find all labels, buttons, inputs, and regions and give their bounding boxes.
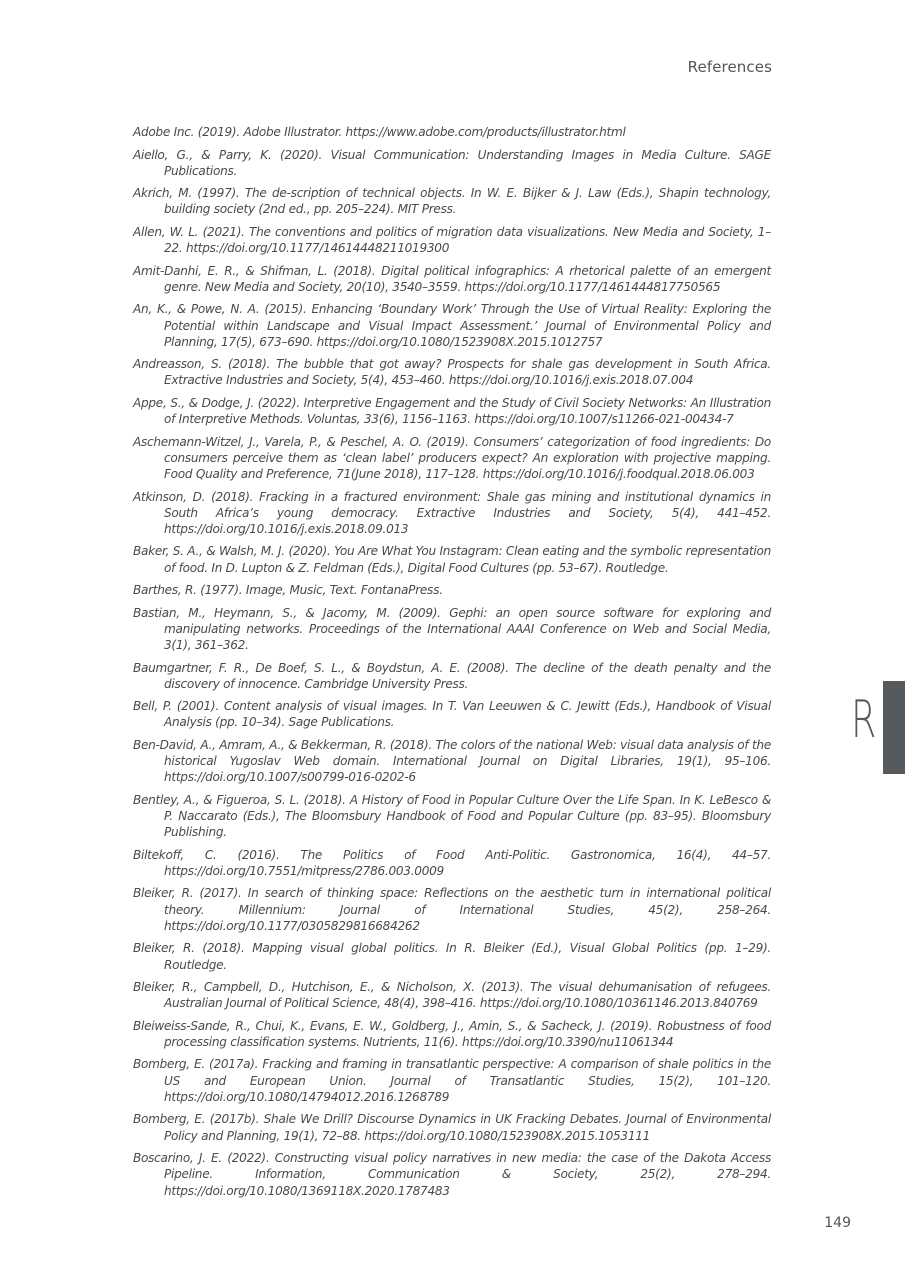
reference-entry: Aschemann-Witzel, J., Varela, P., & Peschel, A. O. (2019). Consumers’ categorization of food ingredients: Do consumers perceive them as ‘clean label’ producers expect? An exploration with projective mapping. Food Quality and Preference, 71(June 2018), 117–128. https://doi.org/10.1016/j.foodqual.2018.06.003 bbox=[133, 434, 771, 482]
reference-entry: Bleiker, R., Campbell, D., Hutchison, E., & Nicholson, X. (2013). The visual dehumanisation of refugees. Australian Journal of Political Science, 48(4), 398–416. https://doi.org/10.1080/10361146.2013.840769 bbox=[133, 980, 771, 1011]
page-number: 149 bbox=[824, 1215, 851, 1231]
reference-entry: Baumgartner, F. R., De Boef, S. L., & Boydstun, A. E. (2008). The decline of the death penalty and the discovery of innocence. Cambridge University Press. bbox=[133, 660, 771, 691]
reference-entry: Bleiweiss-Sande, R., Chui, K., Evans, E. W., Goldberg, J., Amin, S., & Sacheck, J. (2019). Robustness of food processing classification systems. Nutrients, 11(6). https://doi.org/10.3390/nu11061344 bbox=[133, 1018, 771, 1049]
reference-entry: Biltekoff, C. (2016). The Politics of Food Anti-Politic. Gastronomica, 16(4), 44–57. https://doi.org/10.7551/mitpress/2786.003.0009 bbox=[133, 847, 771, 878]
running-header: References bbox=[687, 58, 772, 76]
reference-entry: Akrich, M. (1997). The de-scription of technical objects. In W. E. Bijker & J. Law (Eds.), Shapin technology, building society (2nd ed., pp. 205–224). MIT Press. bbox=[133, 186, 771, 217]
reference-entry: An, K., & Powe, N. A. (2015). Enhancing ‘Boundary Work’ Through the Use of Virtual Reality: Exploring the Potential within Landscape and Visual Impact Assessment.’ Journal of Environmental Policy and Planning, 17(5), 673–690. https://doi.org/10.1080/1523908X.2015.1012757 bbox=[133, 302, 771, 349]
reference-entry: Bastian, M., Heymann, S., & Jacomy, M. (2009). Gephi: an open source software for exploring and manipulating networks. Proceedings of the International AAAI Conference on Web and Social Media, 3(1), 361–362. bbox=[133, 605, 771, 653]
reference-list bbox=[133, 124, 771, 1205]
section-tab-marker bbox=[883, 681, 905, 774]
reference-entry: Adobe Inc. (2019). Adobe Illustrator. https://www.adobe.com/products/illustrator.html bbox=[133, 125, 626, 139]
reference-entry: Appe, S., & Dodge, J. (2022). Interpretive Engagement and the Study of Civil Society Networks: An Illustration of Interpretive Methods. Voluntas, 33(6), 1156–1163. https://doi.org/10.1007/s11266-021-00434-7 bbox=[133, 395, 771, 427]
section-tab-letter: R bbox=[851, 690, 877, 750]
reference-entry: Baker, S. A., & Walsh, M. J. (2020). You Are What You Instagram: Clean eating and the symbolic representation of food. In D. Lupton & Z. Feldman (Eds.), Digital Food Cultures (pp. 53–67). Routledge. bbox=[133, 544, 771, 575]
reference-entry: Atkinson, D. (2018). Fracking in a fractured environment: Shale gas mining and institutional dynamics in South Africa’s young democracy. Extractive Industries and Society, 5(4), 441–452. https://doi.org/10.1016/j.exis.2018.09.013 bbox=[133, 489, 771, 536]
reference-entry: Bomberg, E. (2017a). Fracking and framing in transatlantic perspective: A comparison of shale politics in the US and European Union. Journal of Transatlantic Studies, 15(2), 101–120. https://doi.org/10.1080/14794012.2016.1268789 bbox=[133, 1057, 771, 1104]
reference-entry: Bomberg, E. (2017b). Shale We Drill? Discourse Dynamics in UK Fracking Debates. Journal of Environmental Policy and Planning, 19(1), 72–88. https://doi.org/10.1080/1523908X.2015.1053111 bbox=[133, 1112, 771, 1143]
reference-entry: Bleiker, R. (2018). Mapping visual global politics. In R. Bleiker (Ed.), Visual Global Politics (pp. 1–29). Routledge. bbox=[133, 941, 771, 972]
reference-entry: Allen, W. L. (2021). The conventions and politics of migration data visualizations. New Media and Society, 1–22. https://doi.org/10.1177/14614448211019300 bbox=[133, 224, 771, 256]
reference-entry: Bentley, A., & Figueroa, S. L. (2018). A History of Food in Popular Culture Over the Life Span. In K. LeBesco & P. Naccarato (Eds.), The Bloomsbury Handbook of Food and Popular Culture (pp. 83–95). Bloomsbury Publishing. bbox=[133, 792, 771, 840]
reference-entry: Boscarino, J. E. (2022). Constructing visual policy narratives in new media: the case of the Dakota Access Pipeline. Information, Communication & Society, 25(2), 278–294. https://doi.org/10.1080/1369118X.2020.1787483 bbox=[133, 1151, 771, 1198]
reference-entry: Bell, P. (2001). Content analysis of visual images. In T. Van Leeuwen & C. Jewitt (Eds.), Handbook of Visual Analysis (pp. 10–34). Sage Publications. bbox=[133, 699, 771, 730]
reference-entry: Andreasson, S. (2018). The bubble that got away? Prospects for shale gas development in South Africa. Extractive Industries and Society, 5(4), 453–460. https://doi.org/10.1016/j.exis.2018.07.004 bbox=[133, 357, 771, 388]
reference-entry: Amit-Danhi, E. R., & Shifman, L. (2018). Digital political infographics: A rhetorical palette of an emergent genre. New Media and Society, 20(10), 3540–3559. https://doi.org/10.1177/1461444817750565 bbox=[133, 263, 771, 294]
reference-entry: Aiello, G., & Parry, K. (2020). Visual Communication: Understanding Images in Media Culture. SAGE Publications. bbox=[133, 147, 771, 178]
reference-entry: Ben-David, A., Amram, A., & Bekkerman, R. (2018). The colors of the national Web: visual data analysis of the historical Yugoslav Web domain. International Journal on Digital Libraries, 19(1), 95–106. https://doi.org/10.1007/s00799-016-0202-6 bbox=[133, 737, 771, 785]
reference-entry: Barthes, R. (1977). Image, Music, Text. FontanaPress. bbox=[133, 583, 443, 598]
reference-entry: Bleiker, R. (2017). In search of thinking space: Reflections on the aesthetic turn in international political theory. Millennium: Journal of International Studies, 45(2), 258–264. https://doi.org/10.1177/0305829816684262 bbox=[133, 886, 771, 933]
